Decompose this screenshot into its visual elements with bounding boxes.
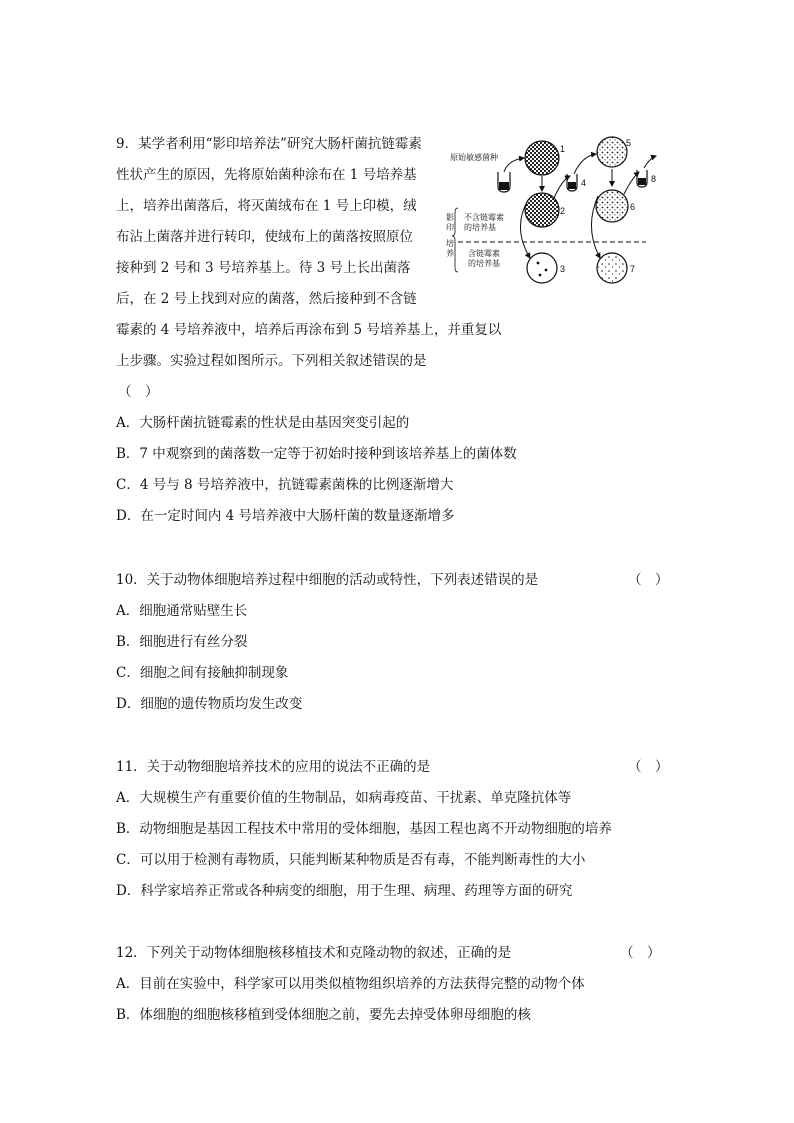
replica-plating-diagram xyxy=(446,136,662,294)
plate-5-number: 5 xyxy=(626,138,632,148)
arrow-8-onward xyxy=(644,156,656,168)
side-label-2: 印 xyxy=(446,223,454,232)
plate-6-number: 6 xyxy=(630,202,636,212)
tube-8-number: 8 xyxy=(651,174,657,184)
plate-3-number: 3 xyxy=(560,264,566,274)
q10-option-d[interactable]: D．细胞的遗传物质均发生改变 xyxy=(116,696,303,712)
label-original-strain: 原始敏感菌种 xyxy=(450,153,498,162)
q9-answer-bracket: （ ） xyxy=(118,384,159,400)
plate-1-icon xyxy=(525,141,559,175)
replica-plating-figure xyxy=(446,136,662,294)
q10-option-c[interactable]: C．细胞之间有接触抑制现象 xyxy=(116,665,289,681)
plate-1-number: 1 xyxy=(560,144,566,154)
plate-2-icon xyxy=(525,193,559,227)
tube-4-number: 4 xyxy=(581,178,587,188)
q10-option-a[interactable]: A．细胞通常贴壁生长 xyxy=(116,603,248,619)
q9-stem-line-8: 上步骤。实验过程如图所示。下列相关叙述错误的是 xyxy=(116,353,427,369)
q11-option-b[interactable]: B．动物细胞是基因工程技术中常用的受体细胞，基因工程也离不开动物细胞的培养 xyxy=(116,821,612,837)
side-label-3: 培 xyxy=(446,239,454,248)
label-with-strep-1: 含链霉素 xyxy=(468,249,500,258)
q9-stem-line-2: 性状产生的原因，先将原始菌种涂布在 1 号培养基 xyxy=(116,167,417,183)
q10-answer-bracket: （ ） xyxy=(628,572,669,588)
label-no-strep-1: 不含链霉素 xyxy=(464,213,504,222)
plate-2-number: 2 xyxy=(560,206,566,216)
q9-stem-line-6: 后，在 2 号上找到对应的菌落，然后接种到不含链 xyxy=(116,291,417,307)
q9-option-c[interactable]: C．4 号与 8 号培养液中，抗链霉素菌株的比例逐渐增大 xyxy=(116,477,454,493)
q9-stem-line-5: 接种到 2 号和 3 号培养基上。待 3 号上长出菌落 xyxy=(116,260,411,276)
plate-7-number: 7 xyxy=(630,264,636,274)
plate-6-icon xyxy=(596,190,628,222)
q10-stem: 10．关于动物体细胞培养过程中细胞的活动或特性，下列表述错误的是 xyxy=(116,572,539,588)
q11-option-c[interactable]: C．可以用于检测有毒物质，只能判断某种物质是否有毒，不能判断毒性的大小 xyxy=(116,852,586,868)
q11-option-d[interactable]: D．科学家培养正常或各种病变的细胞，用于生理、病理、药理等方面的研究 xyxy=(116,883,573,899)
q12-option-b[interactable]: B．体细胞的细胞核移植到受体细胞之前，要先去掉受体卵母细胞的核 xyxy=(116,1007,531,1023)
q11-option-a[interactable]: A．大规模生产有重要价值的生物制品，如病毒疫苗、干扰素、单克隆抗体等 xyxy=(116,790,572,806)
label-with-strep-2: 的培养基 xyxy=(468,259,500,268)
q9-stem-line-3: 上，培养出菌落后，将灭菌绒布在 1 号上印模，绒 xyxy=(116,198,417,214)
arrow-to-plate-1 xyxy=(504,158,524,172)
q12-option-a[interactable]: A．目前在实验中，科学家可以用类似植物组织培养的方法获得完整的动物个体 xyxy=(116,976,585,992)
plate-5-icon xyxy=(597,137,627,167)
q9-stem-line-7: 霉素的 4 号培养液中，培养后再涂布到 5 号培养基上，并重复以 xyxy=(116,322,502,338)
tube-original-liquid xyxy=(499,182,509,190)
q9-option-a[interactable]: A．大肠杆菌抗链霉素的性状是由基因突变引起的 xyxy=(116,415,410,431)
plate-3-icon xyxy=(527,253,557,283)
plate-7-icon xyxy=(597,253,627,283)
q12-stem: 12．下列关于动物体细胞核移植技术和克隆动物的叙述，正确的是 xyxy=(116,945,512,961)
arrow-4-to-5 xyxy=(574,154,596,174)
q10-option-b[interactable]: B．细胞进行有丝分裂 xyxy=(116,634,248,650)
label-no-strep-2: 的培养基 xyxy=(464,223,496,232)
q9-option-d[interactable]: D．在一定时间内 4 号培养液中大肠杆菌的数量逐渐增多 xyxy=(116,508,455,524)
side-label-1: 影 xyxy=(446,213,454,222)
q9-stem-line-4: 布沾上菌落并进行转印，使绒布上的菌落按照原位 xyxy=(116,229,413,245)
q11-answer-bracket: （ ） xyxy=(628,759,669,775)
q12-answer-bracket: （ ） xyxy=(620,945,661,961)
q11-stem: 11．关于动物细胞培养技术的应用的说法不正确的是 xyxy=(116,759,431,775)
q9-stem-line-1: 9．某学者利用“影印培养法”研究大肠杆菌抗链霉素 xyxy=(116,136,422,152)
side-label-4: 养 xyxy=(446,249,454,258)
q9-option-b[interactable]: B．7 中观察到的菌落数一定等于初始时接种到该培养基上的菌体数 xyxy=(116,446,517,462)
